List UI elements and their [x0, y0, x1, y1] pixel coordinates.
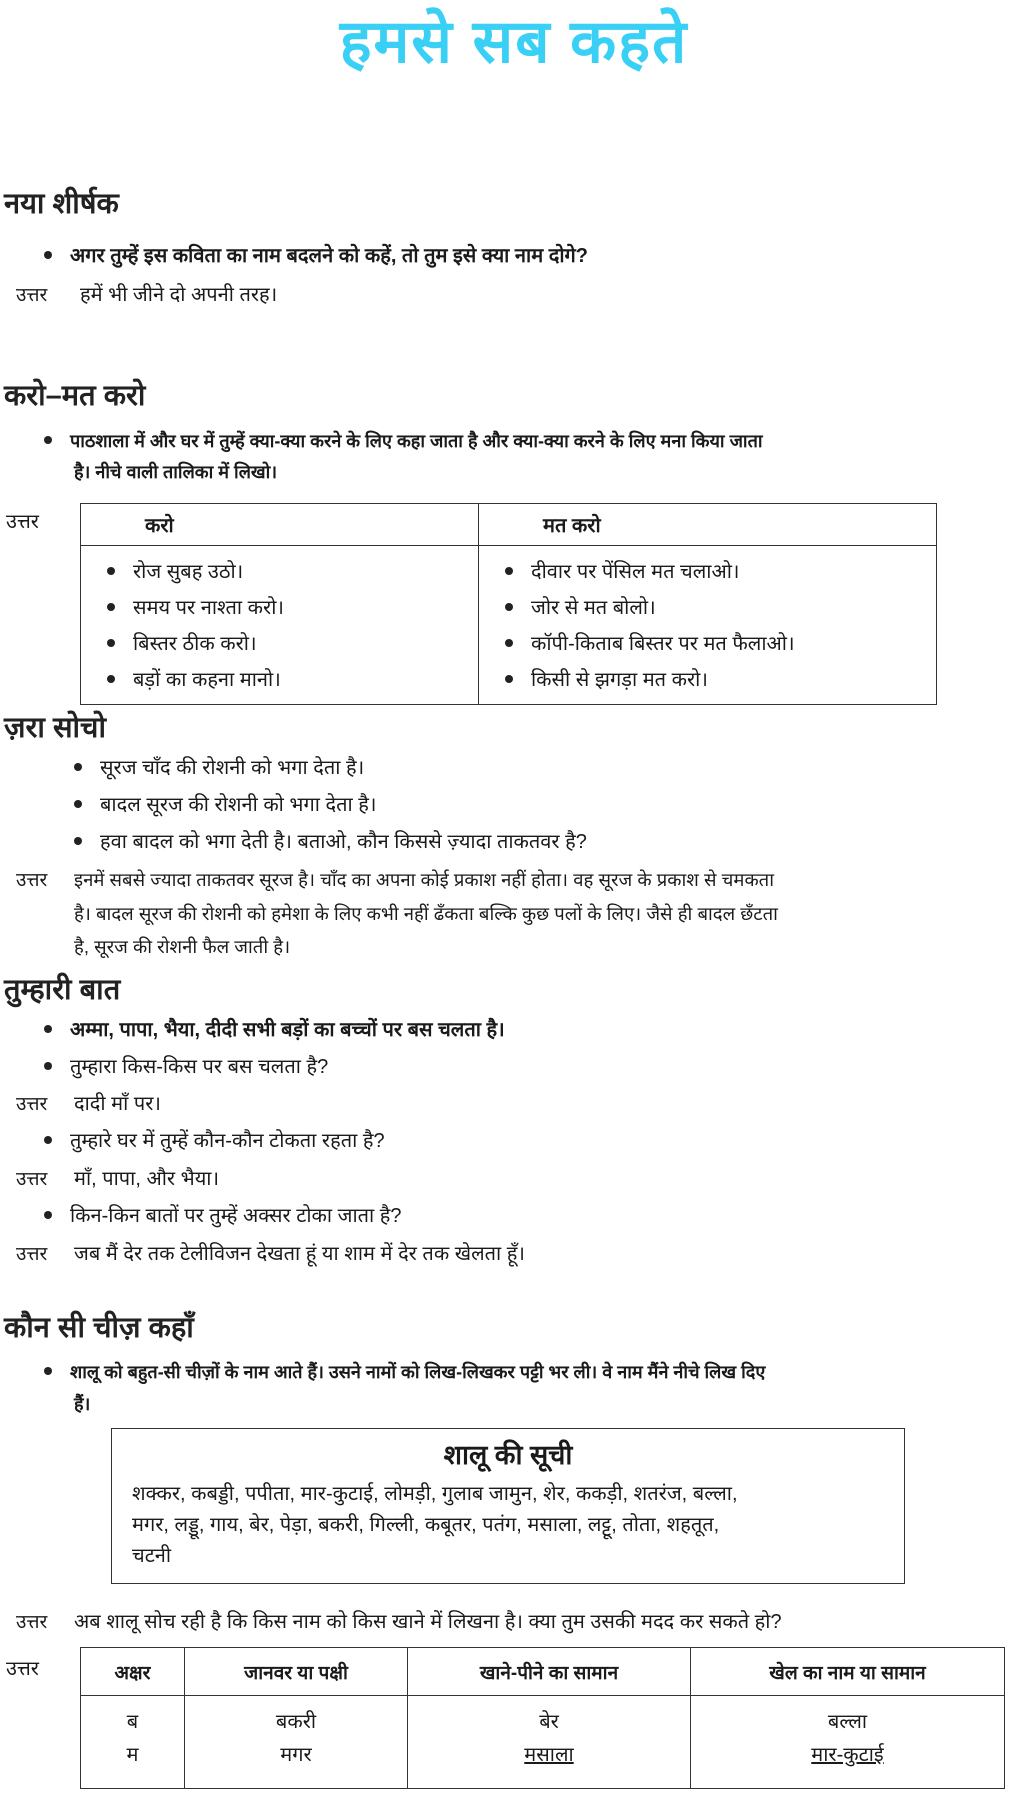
- list-item: तुम्हारा किस-किस पर बस चलता है?: [44, 1053, 328, 1081]
- page-title: हमसे सब कहते: [339, 8, 689, 75]
- answer-label: उत्तर: [16, 1094, 48, 1115]
- list-item: बादल सूरज की रोशनी को भगा देता है।: [74, 791, 376, 819]
- list-item: बिस्तर ठीक करो।: [107, 626, 478, 662]
- list-title: शालू की सूची: [443, 1440, 573, 1470]
- category-table: [80, 1647, 1005, 1789]
- list-body: [112, 1475, 904, 1572]
- list-item: बड़ों का कहना मानो।: [107, 662, 478, 698]
- answer-label: उत्तर: [16, 870, 48, 891]
- answer-label: उत्तर: [16, 285, 48, 306]
- table-header-karo: करो: [81, 504, 479, 546]
- question-kaun-si-cheez-line2: हैं।: [74, 1394, 91, 1414]
- question-karo-mat-karo-line2: है। नीचे वाली तालिका में लिखो।: [74, 462, 278, 482]
- bullet-icon: [505, 567, 513, 575]
- answer-label: उत्तर: [16, 1612, 48, 1633]
- list-item: हवा बादल को भगा देती है। बताओ, कौन किससे ज़्यादा ताकतवर है?: [74, 828, 587, 856]
- list-line: मगर, लड्डू, गाय, बेर, पेड़ा, बकरी, गिल्ली, कबूतर, पतंग, मसाला, लट्टू, तोता, शहतूत,: [132, 1514, 720, 1536]
- list-item: सूरज चाँद की रोशनी को भगा देता है।: [74, 754, 364, 782]
- answer-label: उत्तर: [6, 511, 39, 533]
- list-item: रोज सुबह उठो।: [107, 554, 478, 590]
- answer-zara-socho-line1: उत्तर इनमें सबसे ज्यादा ताकतवर सूरज है। चाँद का अपना कोई प्रकाश नहीं होता। वह सूरज के प्रकाश से चमकता: [16, 866, 774, 895]
- shalu-list-box: [111, 1428, 905, 1584]
- list-item: दीवार पर पेंसिल मत चलाओ।: [505, 554, 936, 590]
- janwar-cell: बकरी मगर: [185, 1696, 408, 1789]
- list-item: कॉपी-किताब बिस्तर पर मत फैलाओ।: [505, 626, 936, 662]
- list-line: चटनी: [132, 1545, 172, 1567]
- bullet-icon: [505, 675, 513, 683]
- table-header-khel: खेल का नाम या सामान: [691, 1648, 1005, 1696]
- answer-tumhari-baat-3: उत्तर माँ, पापा, और भैया।: [16, 1165, 219, 1194]
- list-item: किन-किन बातों पर तुम्हें अक्सर टोका जाता है?: [44, 1202, 402, 1230]
- bullet-icon: [44, 1025, 52, 1033]
- answer-label: उत्तर: [6, 1658, 39, 1680]
- answer-label: उत्तर: [16, 1244, 48, 1265]
- khane-peene-cell: बेर मसाला: [408, 1696, 691, 1789]
- karo-mat-karo-table: [80, 503, 937, 705]
- bullet-icon: [74, 763, 82, 771]
- section-heading-tumhari-baat: तुम्हारी बात: [4, 974, 121, 1006]
- khel-cell: बल्ला मार-कुटाई: [691, 1696, 1005, 1789]
- answer-label: उत्तर: [16, 1169, 48, 1190]
- karo-list: [81, 546, 479, 705]
- question-kaun-si-cheez-line1: शालू को बहुत-सी चीज़ों के नाम आते हैं। उसने नामों को लिख-लिखकर पट्टी भर ली। वे नाम मैंने नीचे लिख दिए: [44, 1358, 765, 1386]
- bullet-icon: [107, 567, 115, 575]
- bullet-icon: [44, 1211, 52, 1219]
- section-heading-kaun-si-cheez: कौन सी चीज़ कहाँ: [4, 1312, 194, 1344]
- bullet-icon: [74, 800, 82, 808]
- bullet-icon: [44, 436, 52, 444]
- bullet-icon: [107, 603, 115, 611]
- question-karo-mat-karo-line1: पाठशाला में और घर में तुम्हें क्या-क्या करने के लिए कहा जाता है और क्या-क्या करने के लिए मना किया जाता: [44, 427, 763, 455]
- bullet-icon: [44, 1136, 52, 1144]
- list-item: समय पर नाश्ता करो।: [107, 590, 478, 626]
- question-naya-shirshak: अगर तुम्हें इस कविता का नाम बदलने को कहें, तो तुम इसे क्या नाम दोगे?: [44, 242, 588, 270]
- akshar-cell: ब म: [81, 1696, 185, 1789]
- bullet-icon: [505, 639, 513, 647]
- bullet-icon: [74, 837, 82, 845]
- mat-karo-list: [479, 546, 937, 705]
- bullet-icon: [44, 1062, 52, 1070]
- section-heading-zara-socho: ज़रा सोचो: [4, 712, 106, 744]
- list-item: जोर से मत बोलो।: [505, 590, 936, 626]
- table-header-khane-peene: खाने-पीने का सामान: [408, 1648, 691, 1696]
- bullet-icon: [107, 639, 115, 647]
- answer-tumhari-baat-2: उत्तर दादी माँ पर।: [16, 1090, 161, 1119]
- bullet-icon: [44, 251, 52, 259]
- bullet-icon: [505, 603, 513, 611]
- table-header-janwar: जानवर या पक्षी: [185, 1648, 408, 1696]
- answer-naya-shirshak: उत्तर हमें भी जीने दो अपनी तरह।: [16, 281, 277, 310]
- answer-kaun-si-cheez-question: उत्तर अब शालू सोच रही है कि किस नाम को किस खाने में लिखना है। क्या तुम उसकी मदद कर सकते हो?: [16, 1608, 782, 1637]
- table-header-akshar: अक्षर: [81, 1648, 185, 1696]
- list-item: किसी से झगड़ा मत करो।: [505, 662, 936, 698]
- section-heading-naya-shirshak: नया शीर्षक: [4, 188, 119, 220]
- table-row: [81, 1696, 1005, 1789]
- list-item: तुम्हारे घर में तुम्हें कौन-कौन टोकता रहता है?: [44, 1127, 385, 1155]
- answer-tumhari-baat-4: उत्तर जब मैं देर तक टेलीविजन देखता हूं या शाम में देर तक खेलता हूँ।: [16, 1240, 525, 1269]
- list-item: अम्मा, पापा, भैया, दीदी सभी बड़ों का बच्चों पर बस चलता है।: [44, 1016, 505, 1044]
- answer-zara-socho-line2: है। बादल सूरज की रोशनी को हमेशा के लिए कभी नहीं ढँकता बल्कि कुछ पलों के लिए। जैसे ही बादल छँटता: [74, 903, 778, 924]
- answer-zara-socho-line3: है, सूरज की रोशनी फैल जाती है।: [74, 936, 291, 957]
- bullet-icon: [44, 1367, 52, 1375]
- table-header-mat-karo: मत करो: [479, 504, 937, 546]
- bullet-icon: [107, 675, 115, 683]
- list-line: शक्कर, कबड्डी, पपीता, मार-कुटाई, लोमड़ी, गुलाब जामुन, शेर, ककड़ी, शतरंज, बल्ला,: [132, 1483, 738, 1505]
- section-heading-karo-mat-karo: करो–मत करो: [4, 380, 146, 412]
